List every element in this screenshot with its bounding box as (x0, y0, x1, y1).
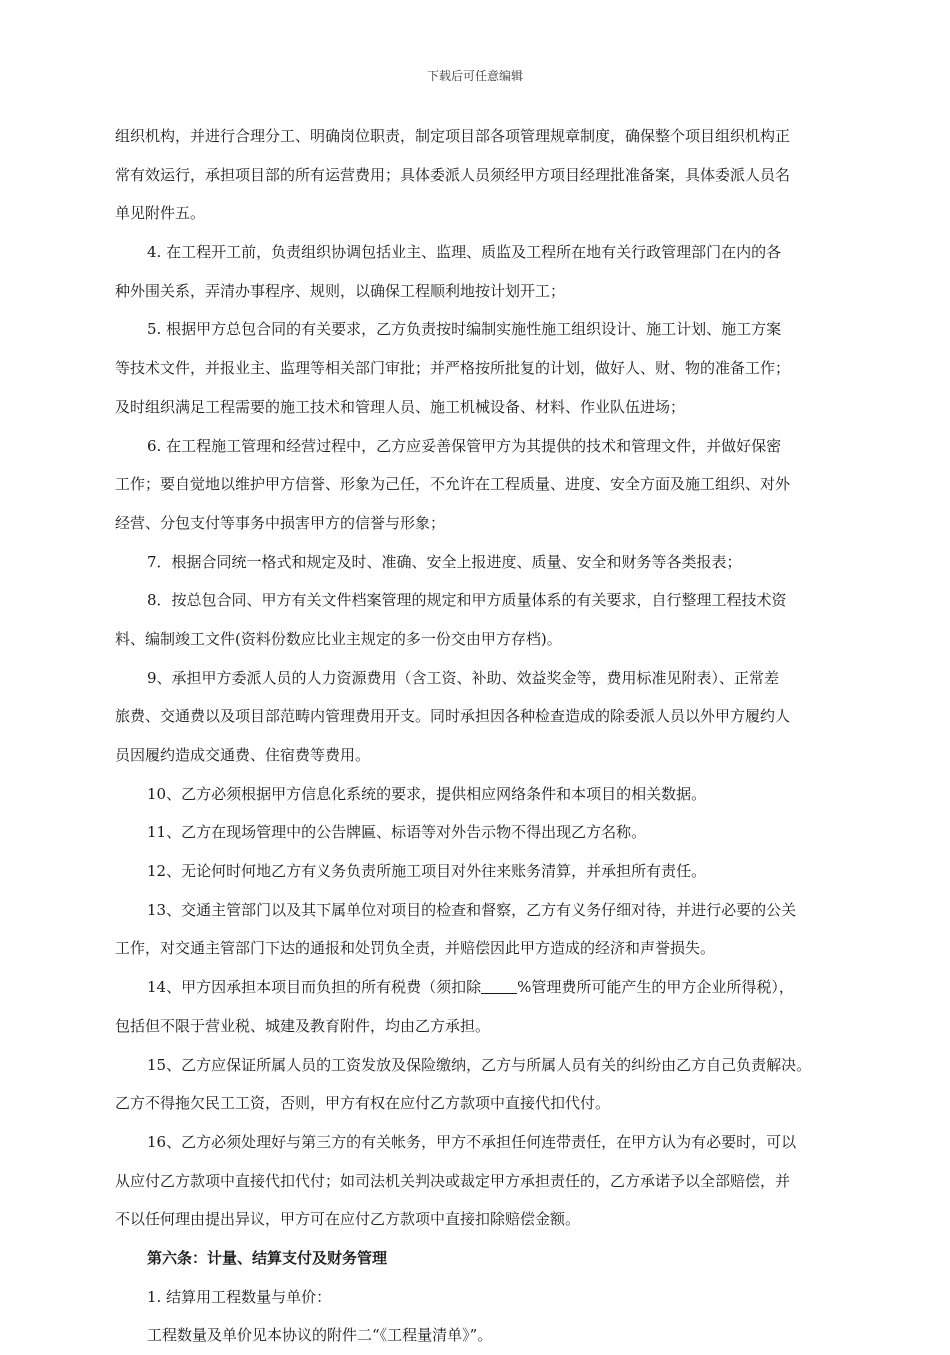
text-line-item-14 (115, 968, 860, 1007)
text-line: 16、乙方必须处理好与第三方的有关帐务，甲方不承担任何连带责任，在甲方认为有必要时，可以 (147, 1132, 797, 1151)
text-line: 10、乙方必须根据甲方信息化系统的要求，提供相应网络条件和本项目的相关数据。 (147, 784, 707, 803)
item-14-text-before: 14、甲方因承担本项目而负担的所有税费（须扣除 (147, 978, 482, 997)
text-line: 单见附件五。 (115, 204, 206, 223)
text-line: 11、乙方在现场管理中的公告牌匾、标语等对外告示物不得出现乙方名称。 (147, 823, 647, 842)
text-line: 不以任何理由提出异议，甲方可在应付乙方款项中直接扣除赔偿金额。 (115, 1210, 581, 1229)
text-line: 及时组织满足工程需要的施工技术和管理人员、施工机械设备、材料、作业队伍进场； (115, 397, 686, 416)
text-line: 旅费、交通费以及项目部范畴内管理费用开支。同时承担因各种检查造成的除委派人员以外甲方履约人 (115, 707, 791, 726)
text-line: 常有效运行，承担项目部的所有运营费用；具体委派人员须经甲方项目经理批准备案，具体委派人员名 (115, 165, 791, 184)
text-line: 包括但不限于营业税、城建及教育附件，均由乙方承担。 (115, 1016, 491, 1035)
page-header: 下载后可任意编辑 (426, 69, 523, 83)
text-line: 12、无论何时何地乙方有义务负责所施工项目对外往来账务清算，并承担所有责任。 (147, 862, 707, 881)
text-line: 工作，对交通主管部门下达的通报和处罚负全责，并赔偿因此甲方造成的经济和声誉损失。 (115, 939, 716, 958)
text-line: 从应付乙方款项中直接代扣代付；如司法机关判决或裁定甲方承担责任的，乙方承诺予以全部赔偿，并 (115, 1171, 791, 1190)
text-line: 6. 在工程施工管理和经营过程中，乙方应妥善保管甲方为其提供的技术和管理文件，并做好保密 (147, 436, 782, 455)
section-heading: 第六条：计量、结算支付及财务管理 (147, 1248, 388, 1267)
text-line: 9、承担甲方委派人员的人力资源费用（含工资、补助、效益奖金等，费用标准见附表）、正常差 (147, 668, 780, 687)
text-line: 7．根据合同统一格式和规定及时、准确、安全上报进度、质量、安全和财务等各类报表； (147, 552, 742, 571)
text-line: 经营、分包支付等事务中损害甲方的信誉与形象； (115, 513, 446, 532)
text-line: 13、交通主管部门以及其下属单位对项目的检查和督察，乙方有义务仔细对待，并进行必要的公关 (147, 900, 797, 919)
text-line: 员因履约造成交通费、住宿费等费用。 (115, 746, 371, 764)
fill-in-blank (481, 979, 517, 994)
text-line: 15、乙方应保证所属人员的工资发放及保险缴纳，乙方与所属人员有关的纠纷由乙方自己负责解决。 (147, 1055, 812, 1074)
text-line: 乙方不得拖欠民工工资，否则，甲方有权在应付乙方款项中直接代扣代付。 (115, 1094, 611, 1113)
text-line: 8．按总包合同、甲方有关文件档案管理的规定和甲方质量体系的有关要求，自行整理工程技术资 (147, 591, 787, 610)
text-line: 工程数量及单价见本协议的附件二“《工程量清单》”。 (147, 1326, 493, 1345)
text-line: 等技术文件，并报业主、监理等相关部门审批；并严格按所批复的计划，做好人、财、物的准备工作； (115, 359, 791, 378)
text-line: 5. 根据甲方总包合同的有关要求，乙方负责按时编制实施性施工组织设计、施工计划、施工方案 (147, 320, 782, 339)
text-line: 4. 在工程开工前，负责组织协调包括业主、监理、质监及工程所在地有关行政管理部门在内的各 (147, 243, 782, 262)
item-14-text-after: %管理费所可能产生的甲方企业所得税）， (517, 978, 794, 997)
text-line: 料、编制竣工文件(资料份数应比业主规定的多一份交由甲方存档)。 (115, 629, 562, 648)
text-line: 工作；要自觉地以维护甲方信誉、形象为己任，不允许在工程质量、进度、安全方面及施工组织、对外 (115, 475, 791, 494)
text-line: 组织机构，并进行合理分工、明确岗位职责，制定项目部各项管理规章制度，确保整个项目组织机构正 (115, 127, 791, 145)
text-line: 种外围关系，弄清办事程序、规则，以确保工程顺利地按计划开工； (115, 281, 566, 300)
document-body (115, 117, 860, 1355)
text-line: 1. 结算用工程数量与单价： (147, 1287, 332, 1306)
